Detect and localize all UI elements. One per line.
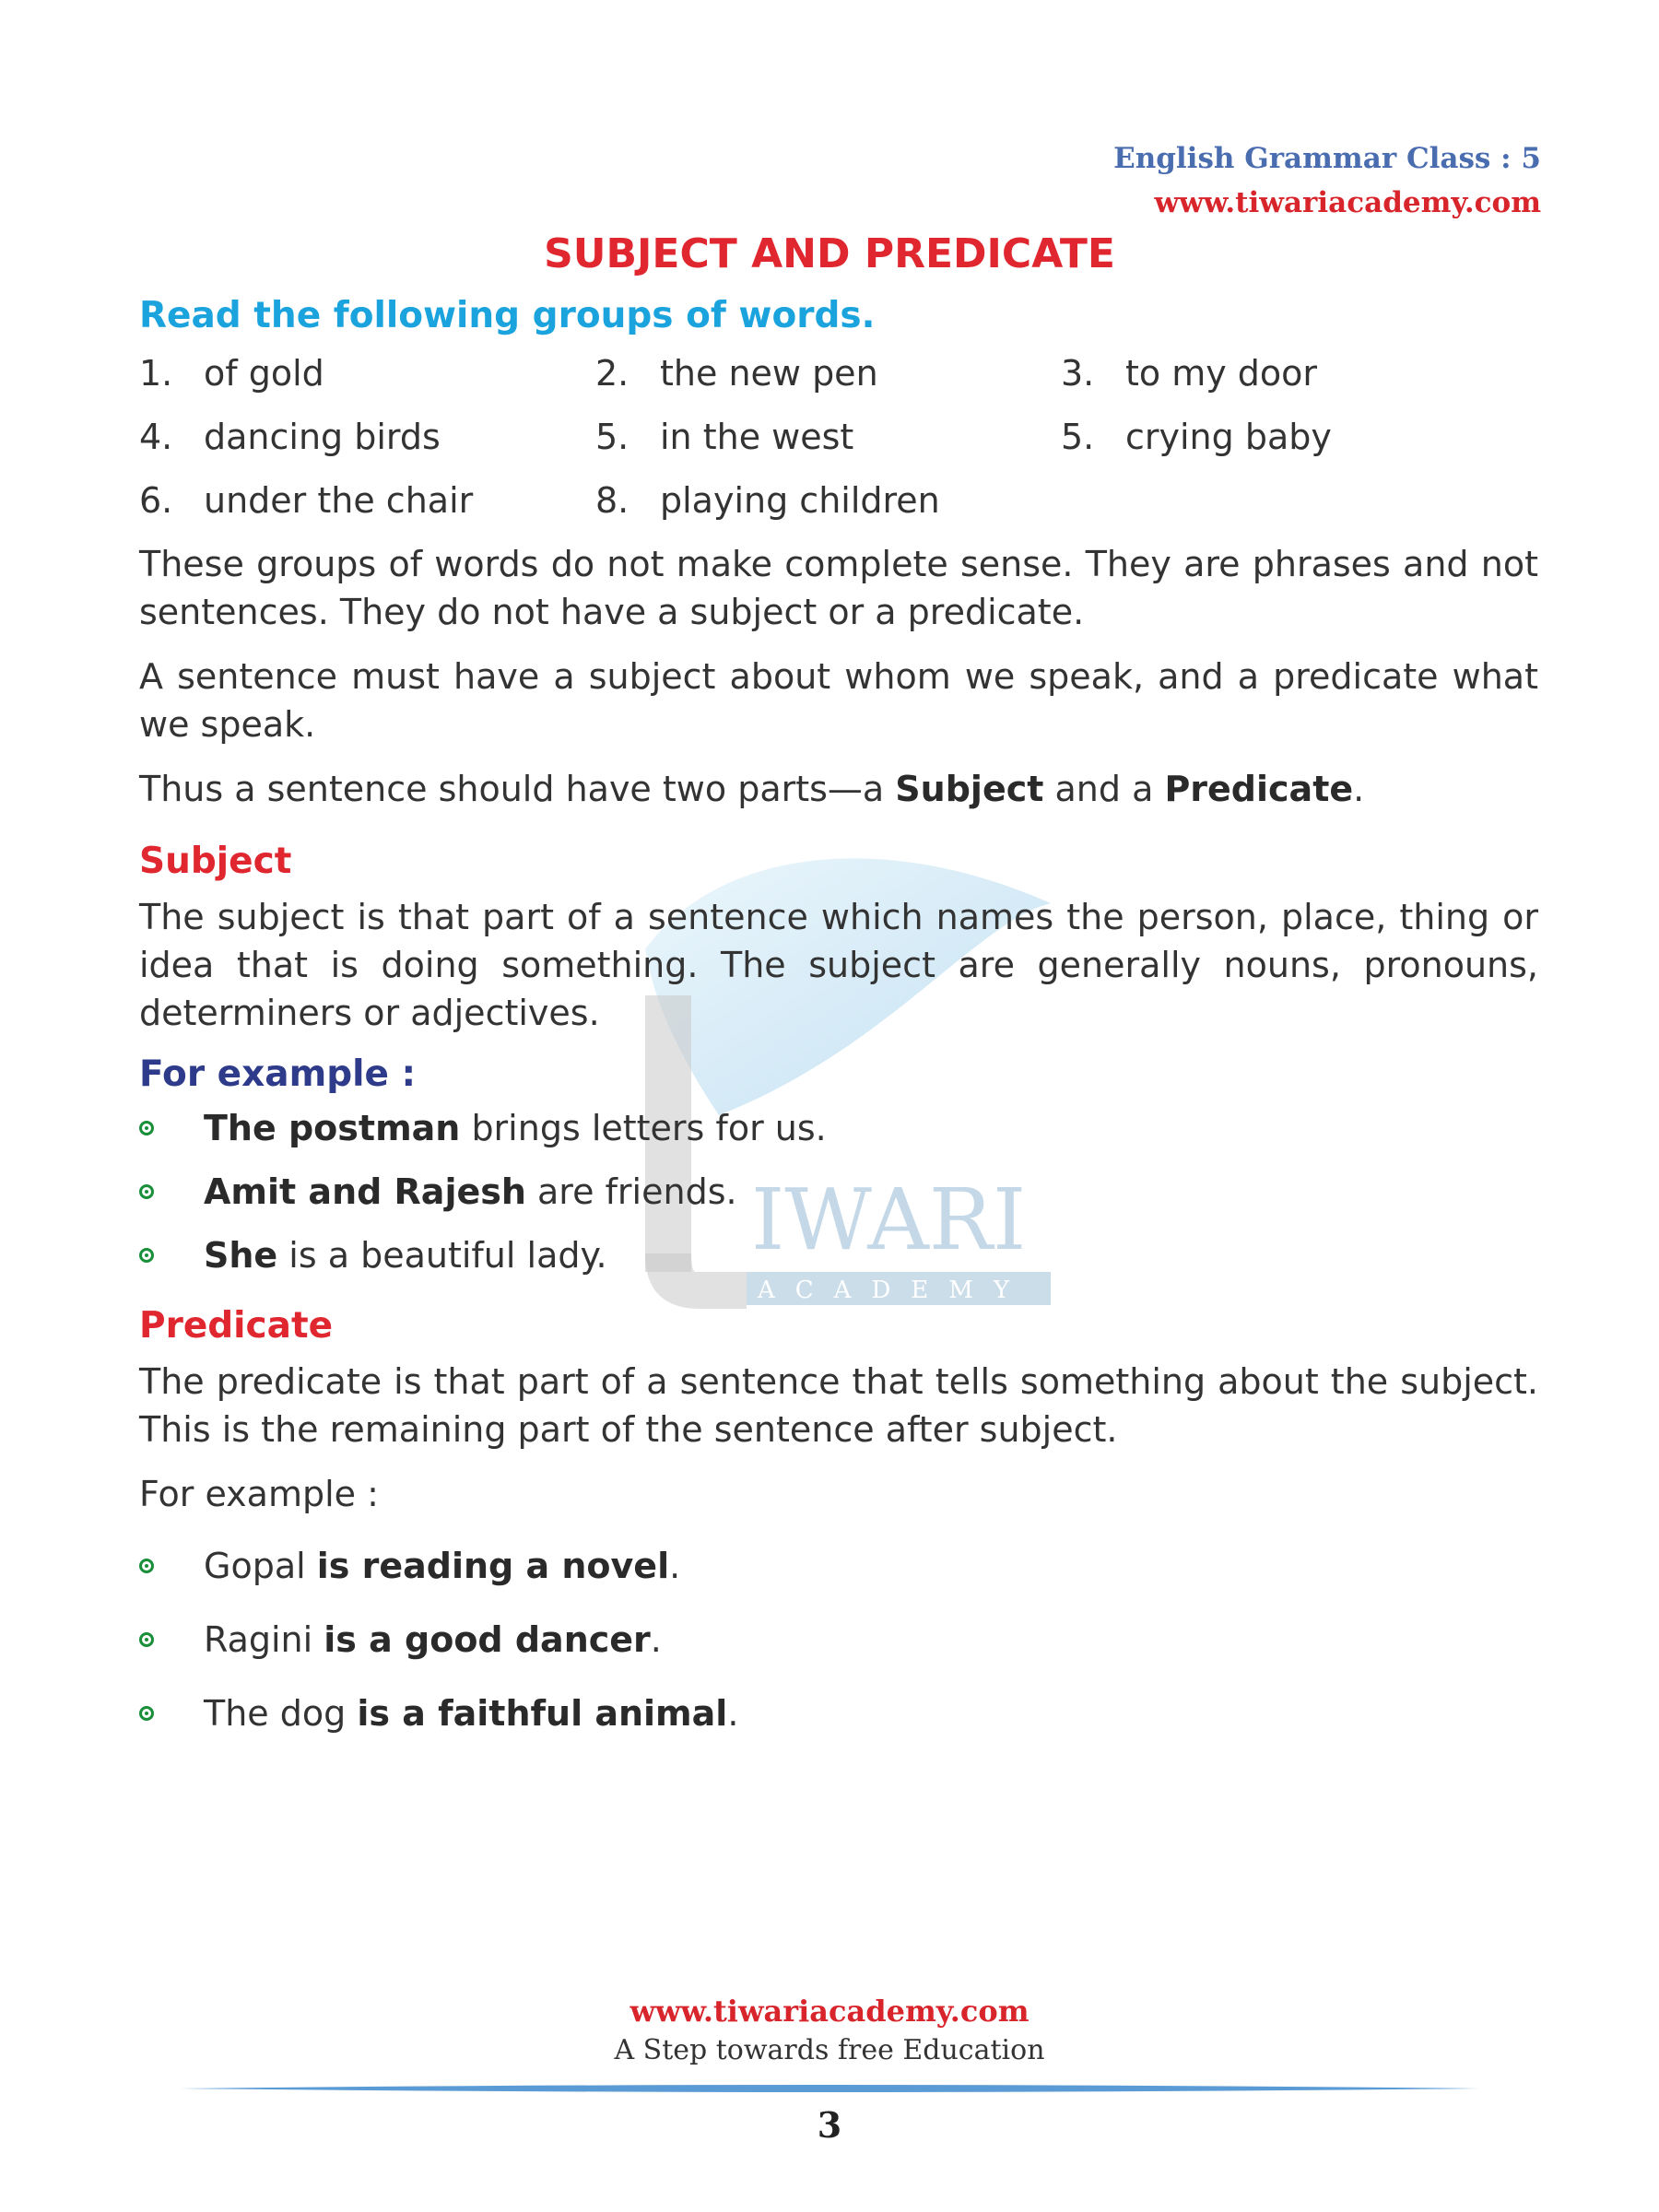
phrase-number: 8. [595,480,629,521]
phrase-item [595,477,1061,524]
phrase-text: dancing birds [204,417,441,457]
intro-p3-subject: Subject [895,769,1044,809]
phrase-number: 4. [139,417,173,457]
footer-tagline: A Step towards free Education [614,2034,1045,2066]
phrase-number: 3. [1061,353,1095,394]
bullet-icon [139,1248,154,1263]
subject-example-list [139,1104,1538,1279]
page-footer [0,1991,1659,2070]
intro-p3-text: Thus a sentence should have two parts—a [139,769,896,809]
phrase-item [1061,413,1538,461]
example-end: . [727,1693,739,1734]
list-item [139,1168,1538,1216]
example-predicate: is reading a novel [316,1546,670,1586]
bullet-icon [139,1706,154,1721]
example-subject: Gopal [204,1546,317,1586]
bullet-icon [139,1121,154,1135]
phrase-text: under the chair [204,480,474,521]
phrase-item [139,413,595,461]
intro-paragraph-2: A sentence must have a subject about whom we speak, and a predicate what we speak. [139,656,1538,745]
bullet-icon [139,1632,154,1647]
footer-url-link[interactable]: www.tiwariacademy.com [629,1994,1030,2029]
list-item [139,1104,1538,1152]
example-subject: The dog [204,1693,358,1734]
phrase-number: 2. [595,353,629,394]
phrase-text: crying baby [1125,417,1332,457]
example-predicate: is a good dancer [324,1619,651,1660]
example-end: . [650,1619,662,1660]
example-predicate: is a faithful animal [357,1693,728,1734]
intro-p3-predicate: Predicate [1164,769,1354,809]
subject-definition: The subject is that part of a sentence which names the person, place, thing or idea that is doing something. The subject are generally nouns, pronouns, determiners or adjectives. [139,897,1538,1033]
intro-p3-text: and a [1043,769,1165,809]
subject-example-heading: For example : [139,1053,417,1095]
phrase-item [595,413,1061,461]
intro-p3-text: . [1353,769,1365,809]
list-item [139,1231,1538,1279]
subject-heading: Subject [139,841,292,882]
page-number: 3 [817,2104,842,2146]
bullet-icon [139,1184,154,1199]
page-header [1113,136,1541,225]
phrase-number: 5. [1061,417,1095,457]
phrase-number: 6. [139,480,173,521]
example-end: . [669,1546,681,1586]
phrase-item [139,349,595,397]
predicate-example-list [139,1542,1538,1737]
phrase-text: in the west [660,417,854,457]
phrase-item [139,477,595,524]
phrase-number: 1. [139,353,173,394]
header-url-link[interactable]: www.tiwariacademy.com [1154,186,1541,219]
footer-divider [180,2083,1479,2094]
watermark-word: IWARI [751,1171,1027,1269]
phrases-grid [139,349,1538,524]
page-title: SUBJECT AND PREDICATE [544,230,1115,277]
phrase-text: to my door [1125,353,1318,394]
phrase-text: of gold [204,353,324,394]
phrase-text: playing children [660,480,940,521]
phrase-item [595,349,1061,397]
example-subject: Amit and Rajesh [204,1171,526,1212]
watermark-sub: ACADEMY [758,1277,1030,1304]
example-rest: brings letters for us. [460,1108,827,1148]
phrase-item [1061,349,1538,397]
list-item [139,1542,1538,1590]
intro-paragraph-1: These groups of words do not make complete sense. They are phrases and not sentences. They do not have a subject or a predicate. [139,544,1538,632]
example-subject: Ragini [204,1619,324,1660]
phrase-text: the new pen [660,353,878,394]
intro-paragraph-3 [139,765,1538,813]
list-item [139,1616,1538,1664]
bullet-icon [139,1559,154,1573]
example-subject: She [204,1235,278,1276]
example-rest: is a beautiful lady. [277,1235,607,1276]
predicate-definition: The predicate is that part of a sentence that tells something about the subject. This is the remaining part of the sentence after subject. [139,1361,1538,1450]
predicate-heading: Predicate [139,1305,334,1347]
phrase-number: 5. [595,417,629,457]
main-content [139,295,1538,1763]
header-class-line: English Grammar Class : 5 [1113,142,1541,175]
example-rest: are friends. [525,1171,737,1212]
phrases-heading: Read the following groups of words. [139,295,876,336]
example-subject: The postman [204,1108,461,1148]
list-item [139,1689,1538,1737]
predicate-example-heading: For example : [139,1474,379,1514]
